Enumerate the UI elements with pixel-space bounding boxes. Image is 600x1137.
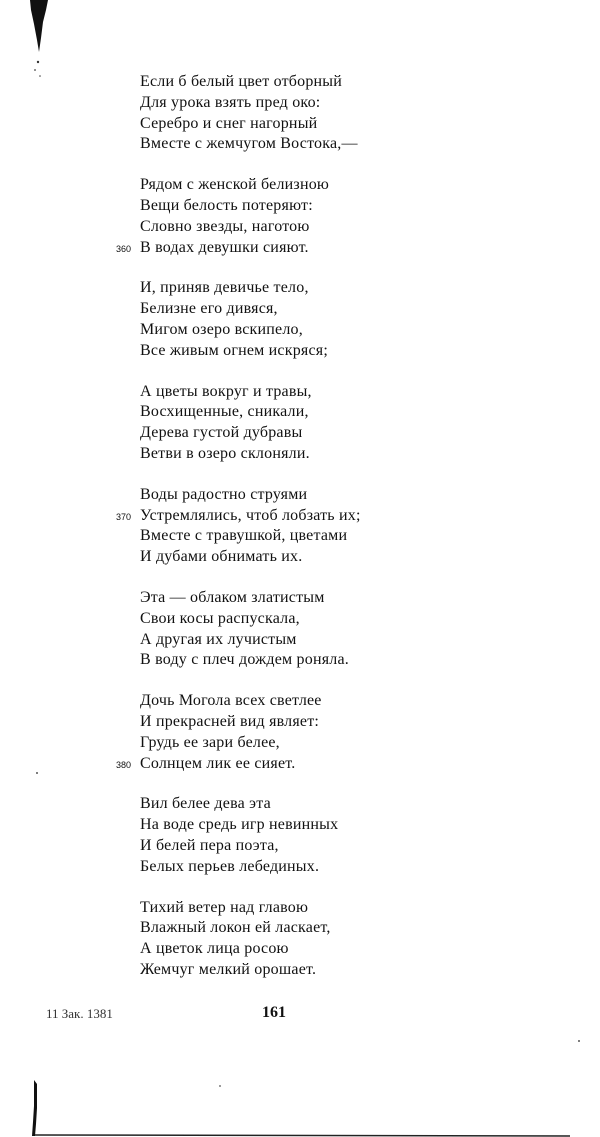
line-number: 370 <box>116 511 132 522</box>
poem-line <box>140 278 580 299</box>
poem-line-text: Если б белый цвет отборный <box>140 73 343 90</box>
ink-blot-top <box>28 0 52 90</box>
poem-line <box>140 794 580 815</box>
poem-line <box>140 526 580 547</box>
poem-line <box>140 815 580 836</box>
poem-line <box>140 114 580 135</box>
poem-line-text: Мигом озеро вскипело, <box>140 320 303 338</box>
poem-line <box>116 754 580 775</box>
stanza <box>140 794 580 877</box>
poem-line-text: Для урока взять пред око: <box>140 93 321 111</box>
poem-line-text: Вместе с жемчугом Востока,— <box>140 135 358 153</box>
poem-line <box>140 93 580 114</box>
poem-line <box>140 423 580 444</box>
stanza <box>140 588 580 671</box>
poem-line-text: В водах девушки сияют. <box>140 238 309 256</box>
poem-line-text: И дубами обнимать их. <box>140 548 303 566</box>
poem-line-text: И, приняв девичье тело, <box>140 279 309 297</box>
poem-line <box>140 691 580 712</box>
poem-line-text: Серебро и снег нагорный <box>140 114 318 132</box>
page-footer <box>0 1006 600 1030</box>
stanza <box>140 898 580 981</box>
poem-line <box>140 733 580 754</box>
poem-line-text: Вместе с травушкой, цветами <box>140 527 348 545</box>
poem-line <box>140 630 580 651</box>
poem-line-text: В воду с плеч дождем роняла. <box>140 651 349 669</box>
poem-line-text: Жемчуг мелкий орошает. <box>140 960 317 978</box>
poem-line-text: Белых перьев лебединых. <box>140 857 320 875</box>
poem-line <box>140 402 580 423</box>
stanza <box>140 278 580 361</box>
scan-speck <box>578 1040 580 1042</box>
poem-line <box>140 134 580 155</box>
poem-line <box>140 857 580 878</box>
poem-line-text: Рядом с женской белизною <box>140 176 330 194</box>
stanza <box>116 691 580 774</box>
poem-line-text: Воды радостно струями <box>140 485 308 503</box>
poem-line <box>140 196 580 217</box>
line-number: 380 <box>116 759 132 770</box>
poem-line-text: Тихий ветер над главою <box>140 898 309 916</box>
poem-line-text: А цветок лица росою <box>140 940 289 958</box>
poem-line-text: Вещи белость потеряют: <box>140 196 313 214</box>
poem-line <box>140 72 580 93</box>
poem-line <box>140 382 580 403</box>
poem-line-text: А другая их лучистым <box>140 630 297 648</box>
stanza <box>140 72 580 155</box>
poem-line-text: Эта — облаком златистым <box>140 588 325 606</box>
poem-line <box>140 485 580 506</box>
poem-line-text: Дочь Могола всех светлее <box>140 692 322 710</box>
poem-line-text: На воде средь игр невинных <box>140 816 339 834</box>
poem-line-text: Все живым огнем искряся; <box>140 341 328 359</box>
poem-line-text: А цветы вокруг и травы, <box>140 382 312 400</box>
poem-line <box>140 939 580 960</box>
line-number: 360 <box>116 243 132 254</box>
scan-speck <box>36 772 38 774</box>
poem-line <box>116 238 580 259</box>
poem-line-text: Дерева густой дубравы <box>140 424 303 442</box>
poem-line <box>140 588 580 609</box>
stanza <box>140 382 580 465</box>
poem-line-text: Вил белее дева эта <box>140 795 271 813</box>
poem-line-text: И белей пера поэта, <box>140 836 279 854</box>
poem-line <box>140 175 580 196</box>
poem-line-text: И прекрасней вид являет: <box>140 712 320 730</box>
poem-line-text: Свои косы распускала, <box>140 609 300 627</box>
poem-line <box>140 960 580 981</box>
poem-line-text: Словно звезды, наготою <box>140 217 310 235</box>
poem-line <box>140 609 580 630</box>
poem-line <box>140 341 580 362</box>
poem-line <box>140 836 580 857</box>
stanza <box>116 175 580 258</box>
stanza <box>116 485 580 568</box>
scan-edge-mark-bottom <box>30 1078 570 1137</box>
poem-line-text: Ветви в озеро склоняли. <box>140 444 310 462</box>
poem-line <box>140 320 580 341</box>
poem-text <box>116 72 580 1001</box>
poem-line-text: Восхищенные, сникали, <box>140 403 309 421</box>
page-number: 161 <box>262 1004 286 1021</box>
poem-line <box>140 547 580 568</box>
poem-line-text: Белизне его дивяся, <box>140 300 278 318</box>
poem-line <box>140 650 580 671</box>
poem-line <box>116 506 580 527</box>
poem-line-text: Устремлялись, чтоб лобзать их; <box>140 506 361 524</box>
poem-line <box>140 712 580 733</box>
poem-line <box>140 299 580 320</box>
poem-line <box>140 217 580 238</box>
poem-line-text: Влажный локон ей ласкает, <box>140 919 331 937</box>
poem-line <box>140 444 580 465</box>
poem-line-text: Грудь ее зари белее, <box>140 733 280 751</box>
poem-line <box>140 918 580 939</box>
printing-signature: 11 Зак. 1381 <box>46 1006 113 1021</box>
poem-line-text: Солнцем лик ее сияет. <box>140 754 296 772</box>
poem-line <box>140 898 580 919</box>
